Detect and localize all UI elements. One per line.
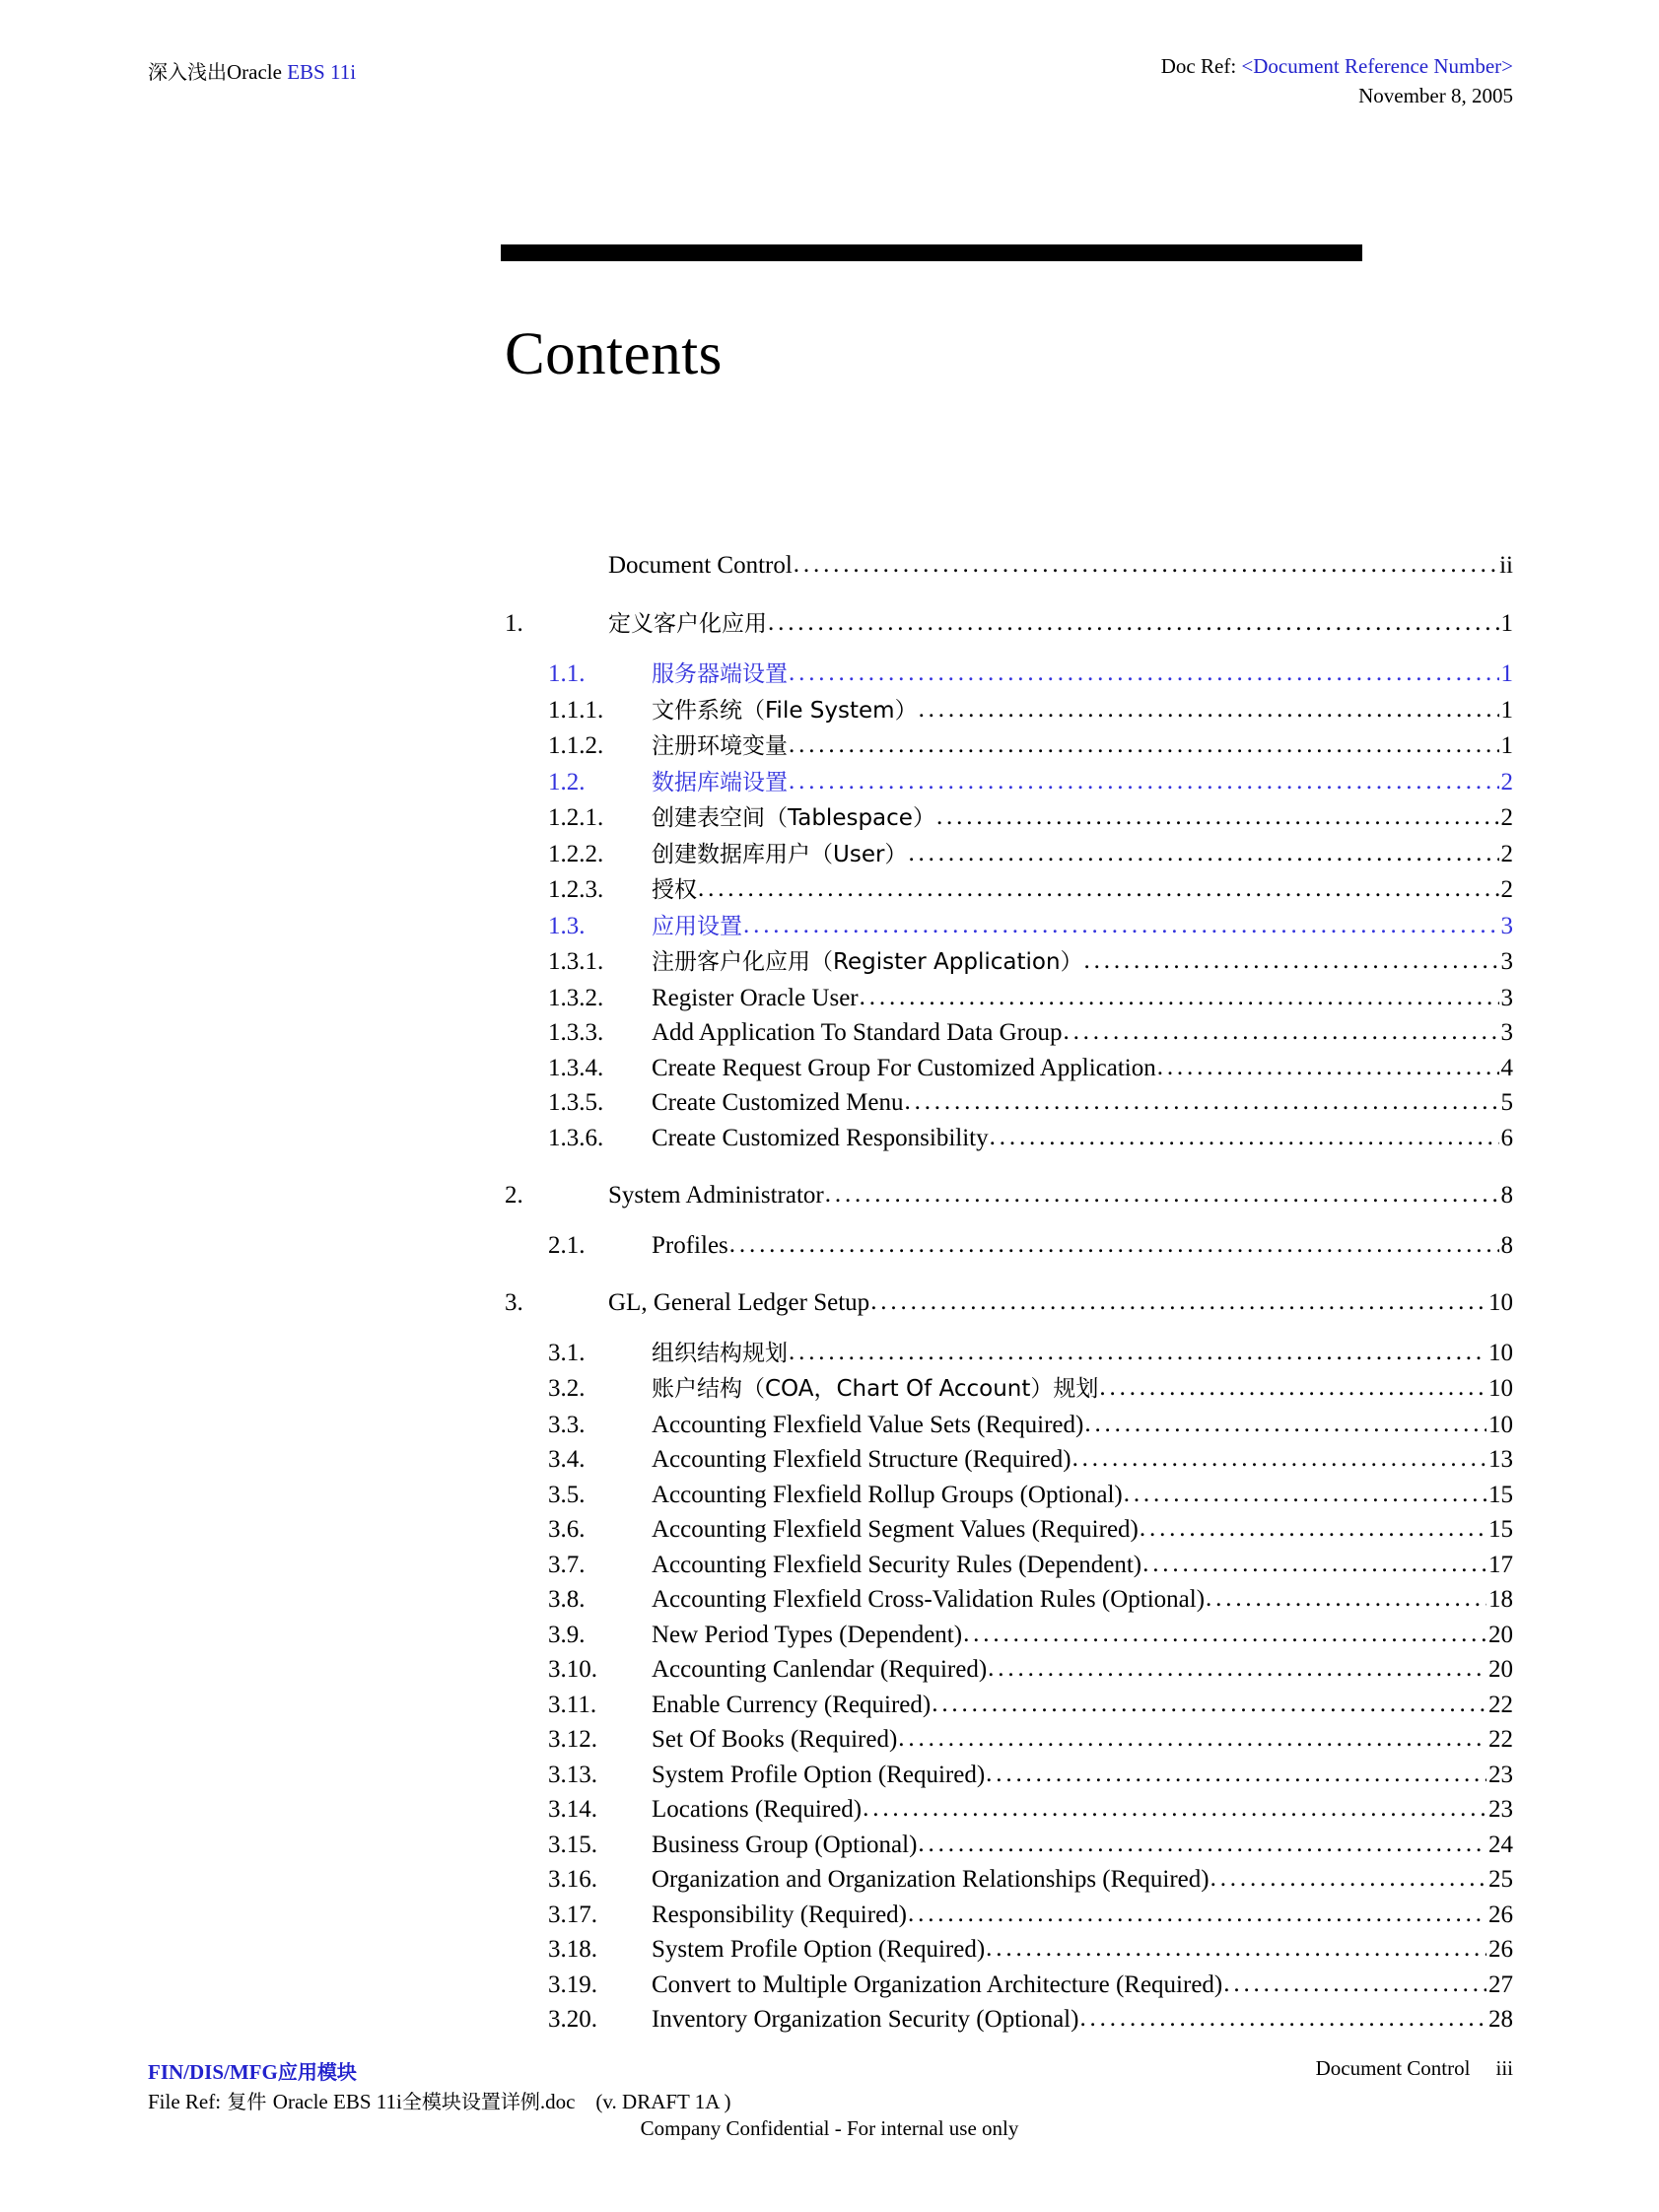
toc-entry-page: 4 — [1500, 1054, 1513, 1081]
toc-entry-label: Create Customized Responsibility — [652, 1124, 989, 1151]
toc-entry-label: Set Of Books (Required) — [652, 1726, 898, 1753]
toc-leader-dots — [988, 1651, 1486, 1687]
toc-leader-dots — [990, 1120, 1499, 1155]
toc-leader-dots — [743, 908, 1499, 943]
toc-entry-number: 3.1. — [548, 1339, 586, 1366]
file-ref-product: Oracle EBS 11i — [272, 2090, 402, 2113]
toc-entry-number: 3.12. — [548, 1726, 597, 1753]
toc-entry-page: 10 — [1488, 1411, 1513, 1438]
toc-leader-dots — [825, 1177, 1499, 1212]
toc-entry[interactable] — [0, 1792, 1659, 1828]
toc-entry-number: 3.2. — [548, 1375, 586, 1402]
header-date: November 8, 2005 — [1358, 84, 1513, 107]
toc-entry-number: 1.2.1. — [548, 804, 604, 831]
toc-leader-dots — [1084, 1407, 1486, 1442]
toc-entry[interactable] — [0, 765, 1659, 801]
toc-entry-number: 2.1. — [548, 1231, 586, 1259]
toc-entry-page: 1 — [1500, 609, 1513, 637]
toc-entry-label: System Profile Option (Required) — [652, 1936, 986, 1963]
toc-entry-number: 2. — [505, 1182, 523, 1209]
header-document-title — [148, 56, 356, 85]
toc-leader-dots — [789, 1335, 1486, 1370]
toc-entry[interactable] — [0, 1478, 1659, 1513]
toc-entry-number: 3.5. — [548, 1481, 586, 1508]
toc-entry-number: 1.1.1. — [548, 696, 604, 724]
toc-entry[interactable] — [0, 1968, 1659, 2003]
toc-leader-dots — [1099, 1370, 1486, 1406]
toc-entry-page: 2 — [1500, 768, 1513, 795]
page-title: Contents — [505, 321, 723, 387]
toc-entry[interactable] — [0, 1758, 1659, 1793]
toc-entry-label: Accounting Canlendar (Required) — [652, 1656, 988, 1683]
toc-entry-label: New Period Types (Dependent) — [652, 1621, 963, 1648]
footer-section-name: Document Control — [1315, 2056, 1471, 2080]
toc-entry-page: 6 — [1500, 1124, 1513, 1151]
toc-leader-dots — [1124, 1477, 1486, 1512]
page-footer — [0, 2054, 1659, 2212]
toc-leader-dots — [789, 764, 1499, 799]
toc-entry-page: 26 — [1488, 1936, 1513, 1963]
toc-entry-label: Locations (Required) — [652, 1796, 863, 1823]
toc-entry-label: System Profile Option (Required) — [652, 1761, 986, 1788]
toc-entry[interactable] — [0, 1015, 1659, 1051]
footer-module-cjk: 应用模块 — [277, 2060, 357, 2084]
toc-entry-page: 22 — [1488, 1726, 1513, 1753]
toc-entry-page: 10 — [1488, 1339, 1513, 1366]
toc-leader-dots — [898, 1721, 1486, 1757]
toc-entry-page: 10 — [1488, 1289, 1513, 1316]
toc-entry-page: 3 — [1500, 984, 1513, 1011]
toc-entry-number: 3.20. — [548, 2006, 597, 2033]
toc-entry[interactable] — [0, 1688, 1659, 1723]
toc-entry-number: 1.1.2. — [548, 732, 604, 759]
toc-entry[interactable] — [0, 728, 1659, 765]
toc-entry-label: 文件系统（File System） — [652, 697, 918, 724]
toc-entry-page: 13 — [1488, 1446, 1513, 1473]
toc-entry-label: 应用设置 — [652, 913, 742, 939]
toc-entry[interactable] — [0, 944, 1659, 981]
toc-entry[interactable] — [0, 1285, 1659, 1321]
toc-leader-dots — [986, 1757, 1486, 1792]
toc-entry[interactable] — [0, 1228, 1659, 1264]
toc-entry[interactable] — [0, 1121, 1659, 1156]
toc-entry[interactable] — [0, 1085, 1659, 1121]
toc-entry-label: 服务器端设置 — [652, 661, 788, 687]
toc-entry[interactable] — [0, 548, 1659, 584]
toc-entry-number: 3.16. — [548, 1866, 597, 1893]
toc-entry[interactable] — [0, 1336, 1659, 1372]
toc-leader-dots — [919, 692, 1499, 727]
toc-entry-label: Organization and Organization Relationships (Required) — [652, 1866, 1210, 1893]
toc-entry[interactable] — [0, 2002, 1659, 2038]
toc-leader-dots — [789, 727, 1499, 763]
toc-leader-dots — [1072, 1441, 1486, 1477]
toc-leader-dots — [1206, 1581, 1486, 1617]
toc-leader-dots — [918, 1827, 1486, 1862]
toc-entry-label: Accounting Flexfield Rollup Groups (Optional) — [652, 1481, 1123, 1508]
toc-leader-dots — [1157, 1050, 1499, 1085]
toc-entry-number: 3.3. — [548, 1411, 586, 1438]
toc-entry-page: 17 — [1488, 1551, 1513, 1578]
toc-entry[interactable] — [0, 872, 1659, 909]
toc-entry-page: 28 — [1488, 2006, 1513, 2033]
toc-entry[interactable] — [0, 800, 1659, 837]
toc-entry-number: 3.18. — [548, 1936, 597, 1963]
toc-entry-page: 2 — [1500, 876, 1513, 903]
toc-entry-number: 1.3.1. — [548, 948, 604, 975]
toc-entry-label: Accounting Flexfield Security Rules (Dependent) — [652, 1551, 1142, 1578]
toc-entry[interactable] — [0, 1828, 1659, 1863]
toc-entry-page: 5 — [1500, 1089, 1513, 1116]
toc-entry-number: 1.2.3. — [548, 876, 604, 903]
toc-leader-dots — [1063, 1014, 1498, 1050]
toc-entry-number: 3. — [505, 1289, 523, 1316]
toc-leader-dots — [794, 547, 1497, 583]
footer-module-label — [148, 2056, 357, 2085]
toc-entry-number: 1.2. — [548, 768, 586, 795]
header-title-product: Oracle — [227, 60, 288, 84]
toc-entry-number: 3.15. — [548, 1831, 597, 1858]
footer-section-and-page — [1316, 2056, 1513, 2081]
toc-entry-page: 25 — [1488, 1866, 1513, 1893]
toc-leader-dots — [860, 980, 1499, 1015]
toc-entry[interactable] — [0, 1932, 1659, 1968]
toc-entry-label: Add Application To Standard Data Group — [652, 1019, 1063, 1046]
footer-module-code: FIN/DIS/MFG — [148, 2060, 278, 2084]
toc-entry-number: 3.9. — [548, 1621, 586, 1648]
toc-entry-number: 3.11. — [548, 1691, 597, 1718]
toc-entry-label: 创建数据库用户（User） — [652, 841, 908, 867]
toc-entry-label: System Administrator — [608, 1182, 824, 1209]
toc-leader-dots — [908, 836, 1498, 871]
toc-entry[interactable] — [0, 1862, 1659, 1898]
toc-entry-number: 1. — [505, 609, 523, 637]
table-of-contents — [0, 548, 1659, 2038]
toc-leader-dots — [905, 1084, 1499, 1120]
toc-entry-page: 23 — [1488, 1796, 1513, 1823]
toc-entry-page: 1 — [1500, 660, 1513, 687]
toc-entry-number: 3.19. — [548, 1970, 597, 1998]
toc-entry-page: 15 — [1488, 1516, 1513, 1543]
toc-leader-dots — [936, 799, 1499, 835]
toc-leader-dots — [1079, 2001, 1486, 2037]
toc-entry-label: Inventory Organization Security (Optional) — [652, 2006, 1079, 2033]
toc-entry-label: 账户结构（COA，Chart Of Account）规划 — [652, 1376, 1099, 1402]
toc-entry-number: 1.3.6. — [548, 1124, 604, 1151]
header-doc-ref-block — [1161, 51, 1513, 110]
toc-entry-label: 数据库端设置 — [652, 769, 788, 795]
toc-entry-page: 20 — [1488, 1621, 1513, 1648]
toc-entry-page: 1 — [1500, 732, 1513, 759]
toc-entry-label: 定义客户化应用 — [608, 610, 767, 637]
toc-entry[interactable] — [0, 657, 1659, 693]
toc-entry[interactable] — [0, 909, 1659, 945]
toc-entry-number: 1.1. — [548, 660, 586, 687]
toc-leader-dots — [1142, 1547, 1486, 1582]
toc-entry-label: Responsibility (Required) — [652, 1901, 907, 1928]
toc-leader-dots — [870, 1284, 1486, 1320]
header-title-version: EBS 11i — [287, 60, 357, 84]
toc-entry-number: 1.3.2. — [548, 984, 604, 1011]
toc-entry-number: 1.3. — [548, 912, 586, 939]
toc-entry-page: 27 — [1488, 1970, 1513, 1998]
toc-entry-page: 3 — [1500, 1019, 1513, 1046]
toc-entry-number: 1.2.2. — [548, 840, 604, 867]
toc-leader-dots — [698, 871, 1499, 907]
toc-entry-page: 23 — [1488, 1761, 1513, 1788]
file-ref-version: (v. DRAFT 1A ) — [595, 2090, 731, 2113]
toc-entry-page: 2 — [1500, 804, 1513, 831]
file-ref-cjk-prefix: 复件 — [221, 2090, 273, 2113]
doc-ref-value: <Document Reference Number> — [1241, 54, 1513, 78]
toc-entry-page: 3 — [1500, 948, 1513, 975]
toc-leader-dots — [789, 656, 1499, 691]
toc-entry-page: 3 — [1500, 912, 1513, 939]
toc-entry-page: 10 — [1488, 1375, 1513, 1402]
footer-page-number: iii — [1495, 2056, 1513, 2080]
toc-entry-label: Document Control — [608, 552, 793, 579]
toc-entry-number: 1.3.5. — [548, 1089, 604, 1116]
toc-entry-number: 1.3.4. — [548, 1054, 604, 1081]
toc-leader-dots — [1210, 1861, 1486, 1897]
toc-entry[interactable] — [0, 1051, 1659, 1086]
toc-entry-page: 1 — [1500, 696, 1513, 724]
footer-file-reference — [148, 2086, 731, 2114]
doc-ref-label: Doc Ref: — [1160, 54, 1237, 78]
header-doc-ref-line — [1161, 51, 1513, 81]
toc-entry-number: 3.14. — [548, 1796, 597, 1823]
toc-entry-page: 26 — [1488, 1901, 1513, 1928]
toc-entry[interactable] — [0, 1442, 1659, 1478]
toc-entry[interactable] — [0, 981, 1659, 1016]
toc-entry-label: Profiles — [652, 1231, 728, 1259]
toc-entry-label: GL, General Ledger Setup — [608, 1289, 870, 1316]
toc-entry[interactable] — [0, 1898, 1659, 1933]
file-ref-label: File Ref: — [148, 2090, 222, 2113]
toc-leader-dots — [768, 605, 1499, 641]
toc-entry-label: Accounting Flexfield Segment Values (Required) — [652, 1516, 1139, 1543]
toc-entry-page: 2 — [1500, 840, 1513, 867]
toc-entry[interactable] — [0, 1652, 1659, 1688]
toc-entry-label: 授权 — [652, 877, 697, 903]
toc-entry-number: 3.13. — [548, 1761, 597, 1788]
toc-entry-number: 3.7. — [548, 1551, 586, 1578]
toc-entry-page: 20 — [1488, 1656, 1513, 1683]
toc-entry-number: 3.10. — [548, 1656, 597, 1683]
toc-entry-label: Business Group (Optional) — [652, 1831, 918, 1858]
toc-entry[interactable] — [0, 1618, 1659, 1653]
toc-entry[interactable] — [0, 1178, 1659, 1213]
toc-entry-label: 注册环境变量 — [652, 733, 788, 759]
toc-entry-label: Accounting Flexfield Cross-Validation Rules (Optional) — [652, 1586, 1206, 1613]
toc-entry[interactable] — [0, 1548, 1659, 1583]
toc-leader-dots — [1223, 1967, 1486, 2002]
toc-entry[interactable] — [0, 693, 1659, 729]
toc-entry-page: ii — [1499, 552, 1513, 579]
toc-entry-number: 1.3.3. — [548, 1019, 604, 1046]
toc-entry-label: 创建表空间（Tablespace） — [652, 805, 935, 831]
toc-entry-page: 24 — [1488, 1831, 1513, 1858]
toc-entry-label: 组织结构规划 — [652, 1340, 788, 1366]
file-ref-cjk-suffix: 全模块设置详例 — [401, 2090, 540, 2113]
toc-entry-number: 3.8. — [548, 1586, 586, 1613]
toc-entry-label: Convert to Multiple Organization Architecture (Required) — [652, 1970, 1223, 1998]
title-rule-bar — [501, 244, 1362, 261]
page-header — [0, 0, 1659, 128]
toc-entry[interactable] — [0, 837, 1659, 873]
footer-confidentiality-notice: Company Confidential - For internal use only — [640, 2116, 1019, 2140]
toc-entry-page: 15 — [1488, 1481, 1513, 1508]
toc-entry-page: 8 — [1500, 1182, 1513, 1209]
toc-entry-label: Create Customized Menu — [652, 1089, 904, 1116]
toc-entry-page: 8 — [1500, 1231, 1513, 1259]
header-title-cjk: 深入浅出 — [148, 60, 227, 84]
toc-entry-label: Register Oracle User — [652, 984, 859, 1011]
toc-entry[interactable] — [0, 606, 1659, 643]
toc-entry-label: 注册客户化应用（Register Application） — [652, 949, 1083, 975]
toc-leader-dots — [1084, 943, 1499, 979]
toc-entry-label: Accounting Flexfield Value Sets (Required) — [652, 1411, 1084, 1438]
toc-leader-dots — [863, 1791, 1486, 1827]
toc-entry-number: 3.4. — [548, 1446, 586, 1473]
toc-entry-page: 18 — [1488, 1586, 1513, 1613]
toc-entry-label: Accounting Flexfield Structure (Required) — [652, 1446, 1071, 1473]
toc-entry-label: Create Request Group For Customized Application — [652, 1054, 1156, 1081]
toc-leader-dots — [729, 1227, 1499, 1263]
toc-entry[interactable] — [0, 1722, 1659, 1758]
toc-entry-number: 3.6. — [548, 1516, 586, 1543]
file-ref-extension: .doc — [539, 2090, 576, 2113]
toc-entry[interactable] — [0, 1582, 1659, 1618]
toc-entry[interactable] — [0, 1371, 1659, 1408]
toc-entry[interactable] — [0, 1512, 1659, 1548]
toc-entry-number: 3.17. — [548, 1901, 597, 1928]
toc-leader-dots — [963, 1617, 1486, 1652]
toc-leader-dots — [986, 1931, 1486, 1967]
toc-entry-label: Enable Currency (Required) — [652, 1691, 932, 1718]
toc-leader-dots — [908, 1897, 1486, 1932]
toc-entry[interactable] — [0, 1408, 1659, 1443]
toc-leader-dots — [932, 1687, 1486, 1722]
toc-entry-page: 22 — [1488, 1691, 1513, 1718]
toc-leader-dots — [1140, 1511, 1486, 1547]
